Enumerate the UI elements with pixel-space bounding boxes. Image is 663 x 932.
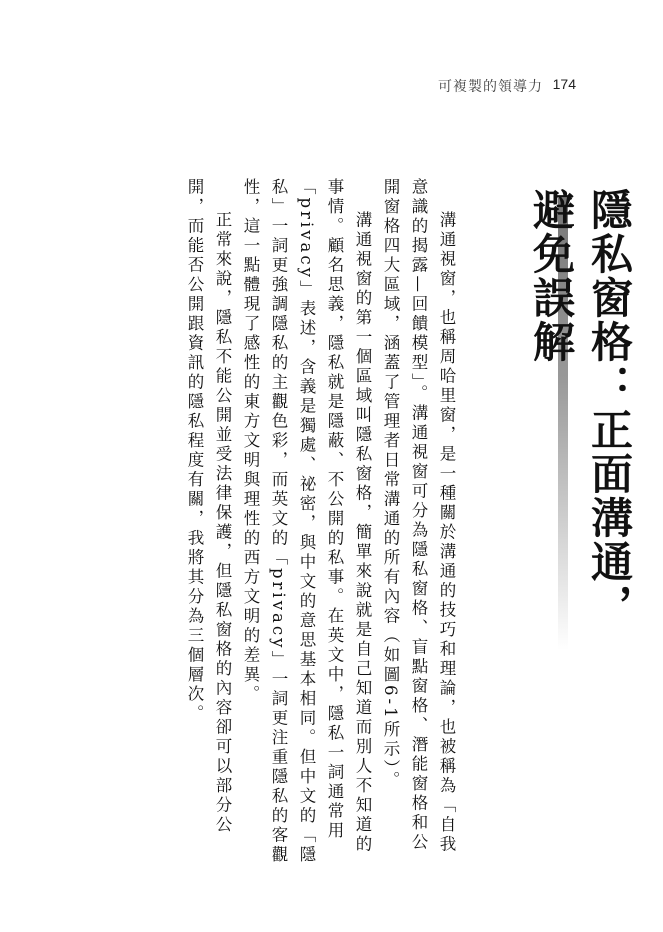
body-columns: [130, 178, 460, 868]
paragraph-2: 溝通視窗的第一個區域叫隱私窗格，簡單來說就是自己知道而別人不知道的事情。顧名思義，隱私就是隱蔽、不公開的私事。在英文中，隱私一詞通常用「privacy」表述，含義是獨處、祕密，與中文的意思基本相同。但中文的「隱私」一詞更強調隱私的主觀色彩，而英文的「privacy」一詞更注重隱私的客觀性，這一點體現了感性的東方文明與理性的西方文明的差異。: [241, 178, 372, 865]
paragraph-1: 溝通視窗，也稱周哈里窗，是一種關於溝通的技巧和理論，也被稱為「自我意識的揭露—回饋模型」。溝通視窗可分為隱私窗格、盲點窗格、潛能窗格和公開窗格四大區域，涵蓋了管理者日常溝通的所有內容（如圖6-1所示）。: [381, 178, 456, 855]
chapter-title: 隱私窗格：正面溝通，避免誤解: [527, 188, 634, 628]
paragraph-3: 正常來說，隱私不能公開並受法律保護，但隱私窗格的內容卻可以部分公開，而能否公開跟資訊的隱私程度有關，我將其分為三個層次。: [185, 178, 232, 835]
chapter-title-block: [522, 188, 634, 658]
page-header: [0, 66, 663, 95]
body-text: [130, 178, 460, 868]
running-title: 可複製的領導力: [438, 79, 543, 95]
page-number: 174: [552, 76, 576, 92]
